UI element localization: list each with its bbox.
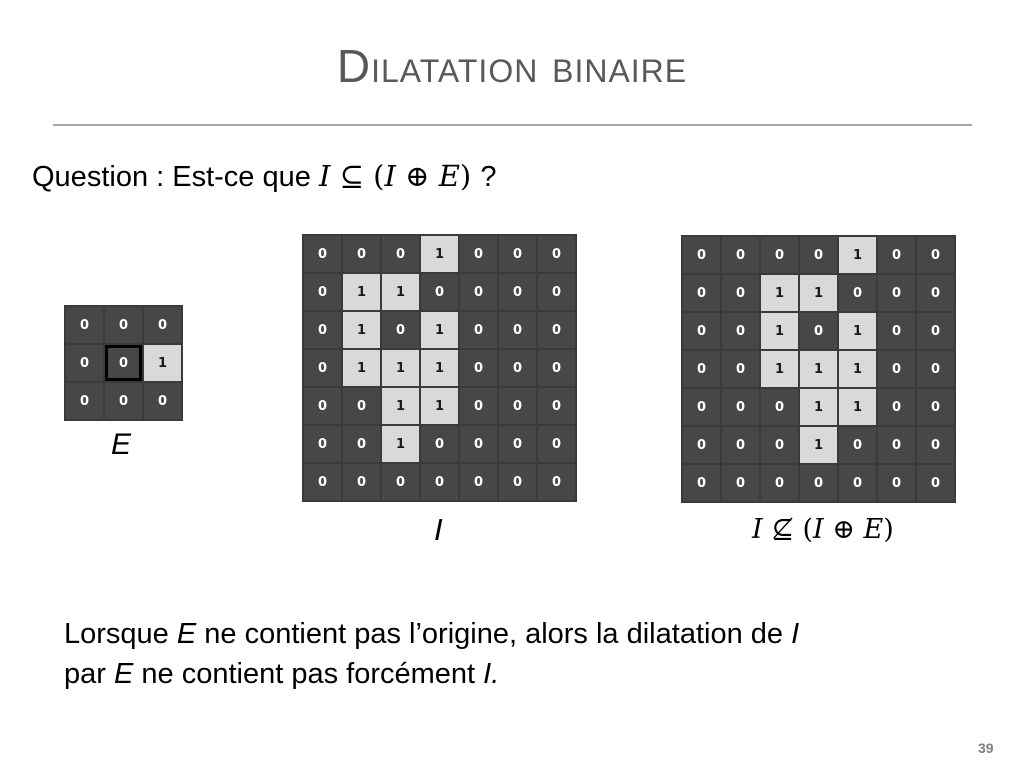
grid-cell: 1	[421, 312, 458, 348]
grid-cell: 0	[105, 307, 142, 343]
title-divider	[53, 124, 972, 126]
grid-cell: 0	[304, 274, 341, 310]
formula-symbol: I	[318, 159, 331, 193]
grid-cell: 0	[683, 351, 720, 387]
conclusion-part: Lorsque	[64, 618, 177, 650]
grid-cell: 1	[343, 274, 380, 310]
grid-cell: 0	[683, 389, 720, 425]
grid-cell: 0	[382, 312, 419, 348]
grid-cell: 0	[460, 350, 497, 386]
structuring-element-grid	[64, 305, 183, 421]
grid-cell: 1	[421, 236, 458, 272]
grid-cell: 0	[683, 427, 720, 463]
grid-cell: 0	[460, 274, 497, 310]
grid-cell: 0	[722, 389, 759, 425]
grid-cell: 0	[878, 465, 915, 501]
question-formula	[319, 159, 480, 193]
grid-cell: 0	[683, 465, 720, 501]
page-number: 39	[978, 740, 994, 756]
grid-cell: 0	[683, 275, 720, 311]
grid-cell: 0	[722, 427, 759, 463]
formula-symbol: E	[863, 514, 884, 545]
grid-cell: 0	[66, 383, 103, 419]
grid-cell: 0	[538, 464, 575, 500]
grid-cell: 1	[421, 388, 458, 424]
grid-cell: 0	[538, 312, 575, 348]
grid-cell: 0	[917, 427, 954, 463]
grid-cell: 0	[304, 464, 341, 500]
grid-cell: 0	[722, 237, 759, 273]
grid-cell: 0	[304, 426, 341, 462]
grid-cell: 1	[144, 345, 181, 381]
grid-cell: 0	[66, 345, 103, 381]
grid-cell: 0	[499, 388, 536, 424]
conclusion-part: I.	[483, 658, 500, 690]
formula-symbol: ⊆	[339, 159, 364, 193]
grid-cell: 1	[343, 312, 380, 348]
grid-cell: 0	[460, 312, 497, 348]
grid-cell: 0	[878, 313, 915, 349]
grid-cell: 1	[800, 275, 837, 311]
grid-cell: 0	[421, 274, 458, 310]
grid-cell: 0	[460, 236, 497, 272]
conclusion-part: E	[176, 618, 197, 650]
grid-cell: 0	[304, 350, 341, 386]
grid-cell: 0	[800, 465, 837, 501]
grid-cell: 0	[304, 312, 341, 348]
result-label	[752, 514, 894, 545]
grid-cell: 0	[761, 427, 798, 463]
grid-cell: 1	[800, 351, 837, 387]
grid-cell: 0	[917, 351, 954, 387]
grid-cell: 1	[761, 351, 798, 387]
formula-symbol: )	[883, 514, 894, 545]
grid-cell: 0	[800, 313, 837, 349]
grid-cell: 0	[538, 426, 575, 462]
grid-cell: 0	[382, 464, 419, 500]
formula-symbol: E	[438, 159, 460, 193]
formula-symbol: I	[813, 514, 824, 545]
question-text	[32, 158, 497, 195]
grid-cell: 1	[761, 275, 798, 311]
grid-cell: 0	[917, 465, 954, 501]
grid-cell: 0	[761, 389, 798, 425]
grid-cell: 0	[722, 351, 759, 387]
grid-cell: 0	[538, 274, 575, 310]
formula-symbol: (	[373, 159, 385, 193]
grid-cell: 0	[878, 427, 915, 463]
grid-cell: 0	[304, 388, 341, 424]
grid-cell: 0	[683, 313, 720, 349]
grid-cell: 0	[800, 237, 837, 273]
formula-symbol: ⊕	[832, 514, 855, 545]
grid-cell: 0	[382, 236, 419, 272]
grid-cell: 0	[499, 274, 536, 310]
grid-cell: 0	[878, 351, 915, 387]
formula-symbol: ⊕	[405, 159, 430, 193]
grid-cell: 0	[343, 388, 380, 424]
dilation-result-grid	[681, 235, 956, 503]
image-label: I	[434, 512, 443, 547]
grid-cell: 0	[761, 237, 798, 273]
grid-cell: 1	[839, 313, 876, 349]
formula-symbol: ⊈	[771, 514, 794, 545]
grid-cell: 0	[538, 388, 575, 424]
grid-cell: 1	[839, 237, 876, 273]
grid-cell: 0	[66, 307, 103, 343]
slide-title: Dilatation binaire	[336, 40, 688, 92]
grid-cell: 0	[839, 465, 876, 501]
origin-cell: 0	[105, 345, 142, 381]
grid-cell: 0	[421, 464, 458, 500]
grid-cell: 0	[343, 426, 380, 462]
formula-symbol: I	[384, 159, 396, 193]
grid-cell: 0	[499, 350, 536, 386]
grid-cell: 0	[722, 275, 759, 311]
question-suffix: ?	[480, 161, 497, 193]
grid-cell: 0	[917, 389, 954, 425]
grid-cell: 0	[499, 464, 536, 500]
grid-cell: 0	[917, 313, 954, 349]
grid-cell: 1	[839, 389, 876, 425]
grid-cell: 0	[538, 350, 575, 386]
grid-cell: 1	[382, 388, 419, 424]
grid-cell: 0	[499, 236, 536, 272]
conclusion-part: ne contient pas l’origine, alors la dilatation de	[196, 618, 792, 650]
formula-symbol: (	[802, 514, 814, 545]
grid-cell: 0	[460, 426, 497, 462]
conclusion-part: I	[791, 618, 800, 650]
grid-cell: 0	[839, 275, 876, 311]
grid-cell: 0	[839, 427, 876, 463]
formula-symbol: )	[459, 159, 472, 193]
grid-cell: 1	[343, 350, 380, 386]
grid-cell: 0	[144, 307, 181, 343]
grid-cell: 1	[800, 427, 837, 463]
grid-cell: 1	[382, 350, 419, 386]
grid-cell: 0	[460, 464, 497, 500]
grid-cell: 0	[421, 426, 458, 462]
grid-cell: 1	[382, 426, 419, 462]
grid-cell: 0	[343, 464, 380, 500]
structuring-element-label: E	[111, 428, 132, 461]
grid-cell: 0	[460, 388, 497, 424]
grid-cell: 0	[538, 236, 575, 272]
grid-cell: 0	[917, 275, 954, 311]
grid-cell: 0	[761, 465, 798, 501]
conclusion-text	[64, 614, 984, 694]
conclusion-part: par	[64, 658, 114, 690]
grid-cell: 0	[878, 237, 915, 273]
grid-cell: 0	[499, 426, 536, 462]
grid-cell: 0	[683, 237, 720, 273]
grid-cell: 0	[144, 383, 181, 419]
conclusion-part: E	[113, 658, 134, 690]
grid-cell: 1	[839, 351, 876, 387]
question-prefix: Question : Est-ce que	[32, 161, 311, 193]
conclusion-part: ne contient pas forcément	[133, 658, 484, 690]
grid-cell: 0	[343, 236, 380, 272]
grid-cell: 0	[499, 312, 536, 348]
grid-cell: 0	[304, 236, 341, 272]
image-grid	[302, 234, 577, 502]
grid-cell: 1	[421, 350, 458, 386]
grid-cell: 0	[722, 465, 759, 501]
formula-symbol: I	[752, 514, 763, 545]
grid-cell: 0	[722, 313, 759, 349]
grid-cell: 0	[878, 389, 915, 425]
grid-cell: 0	[105, 383, 142, 419]
grid-cell: 1	[800, 389, 837, 425]
grid-cell: 1	[382, 274, 419, 310]
grid-cell: 1	[761, 313, 798, 349]
grid-cell: 0	[878, 275, 915, 311]
grid-cell: 0	[917, 237, 954, 273]
